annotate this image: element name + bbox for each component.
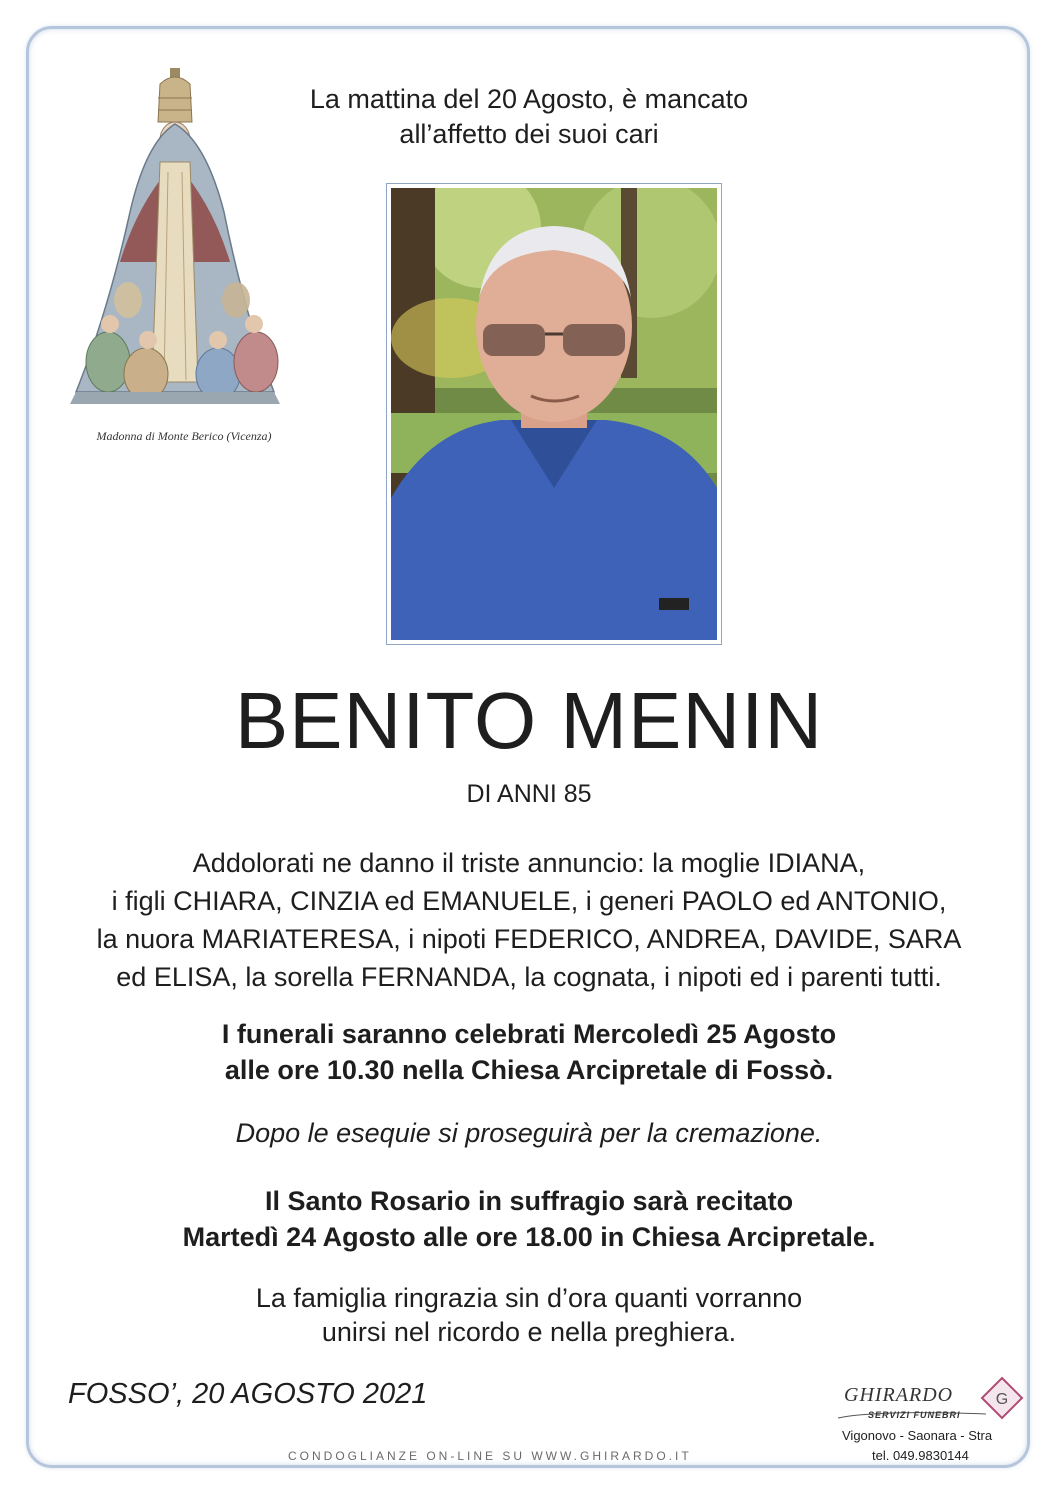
portrait-photo — [391, 188, 717, 640]
agency-towns: Vigonovo - Saonara - Stra — [842, 1428, 993, 1443]
rosary-line: Martedì 24 Agosto alle ore 18.00 in Chiesa Arcipretale. — [182, 1222, 876, 1252]
thanks-line: unirsi nel ricordo e nella preghiera. — [321, 1317, 737, 1347]
agency-name: GHIRARDO — [844, 1384, 954, 1406]
agency-phone: tel. 049.9830144 — [872, 1448, 969, 1463]
intro-line: La mattina del 20 Agosto, è mancato — [309, 84, 749, 114]
place-date: FOSSO’, 20 AGOSTO 2021 — [68, 1378, 428, 1410]
thanks-line: La famiglia ringrazia sin d’ora quanti vorranno — [255, 1283, 803, 1313]
family-line: Addolorati ne danno il triste annuncio: la moglie IDIANA, — [192, 848, 866, 878]
family-announcement — [0, 844, 1058, 996]
rosary-details — [0, 1183, 1058, 1255]
madonna-caption: Madonna di Monte Berico (Vicenza) — [96, 429, 272, 443]
family-thanks — [0, 1281, 1058, 1349]
intro-text — [0, 82, 1058, 152]
agency-monogram: G — [995, 1391, 1009, 1408]
family-line: i figli CHIARA, CINZIA ed EMANUELE, i generi PAOLO ed ANTONIO, — [111, 886, 947, 916]
funeral-details — [0, 1016, 1058, 1088]
funeral-line: alle ore 10.30 nella Chiesa Arcipretale di Fossò. — [224, 1055, 834, 1085]
deceased-age: DI ANNI 85 — [466, 780, 592, 808]
funeral-line: I funerali saranno celebrati Mercoledì 25 Agosto — [221, 1019, 837, 1049]
portrait-photo-frame — [386, 183, 722, 645]
family-line: ed ELISA, la sorella FERNANDA, la cognata, i nipoti ed i parenti tutti. — [116, 962, 942, 992]
deceased-name: BENITO MENIN — [234, 676, 824, 765]
family-line: la nuora MARIATERESA, i nipoti FEDERICO, ANDREA, DAVIDE, SARA — [96, 924, 962, 954]
rosary-line: Il Santo Rosario in suffragio sarà recitato — [264, 1186, 794, 1216]
agency-subtitle: SERVIZI FUNEBRI — [868, 1410, 961, 1420]
intro-line: all’affetto dei suoi cari — [399, 119, 659, 149]
condolences-link[interactable]: CONDOGLIANZE ON-LINE SU WWW.GHIRARDO.IT — [288, 1449, 692, 1463]
cremation-note: Dopo le esequie si proseguirà per la cremazione. — [235, 1118, 823, 1148]
